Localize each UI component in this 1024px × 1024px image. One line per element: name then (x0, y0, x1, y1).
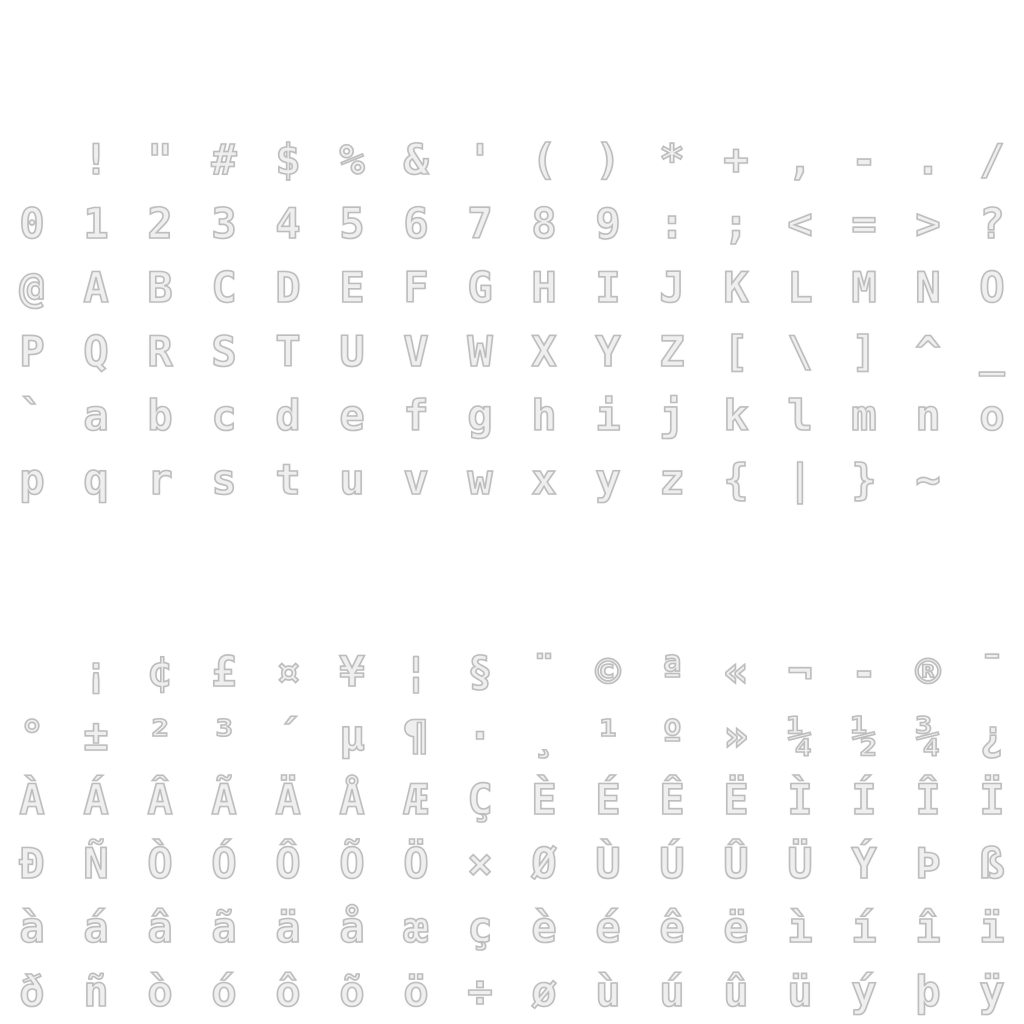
glyph: ® (915, 647, 941, 696)
glyph: à (19, 903, 45, 952)
glyph: O (979, 263, 1005, 312)
glyph: ¨ (531, 647, 557, 696)
glyph: ÿ (979, 967, 1005, 1016)
glyph: C (211, 263, 237, 312)
glyph: 1 (83, 199, 109, 248)
glyph: Å (339, 775, 365, 824)
glyph: ß (979, 839, 1005, 888)
glyph: 7 (467, 199, 493, 248)
glyph: ¿ (979, 711, 1005, 760)
glyph: º (659, 711, 685, 760)
glyph: é (595, 903, 621, 952)
glyph: Í (851, 775, 877, 824)
glyph: @ (19, 263, 45, 312)
glyph-row (0, 832, 1024, 896)
glyph: b (147, 391, 173, 440)
glyph: è (531, 903, 557, 952)
glyph: Õ (339, 839, 365, 888)
glyph: ÷ (467, 967, 493, 1016)
glyph: å (339, 903, 365, 952)
glyph: G (467, 263, 493, 312)
glyph: Ò (147, 839, 173, 888)
glyph: î (915, 903, 941, 952)
glyph: ¢ (147, 647, 173, 696)
glyph: * (659, 135, 685, 184)
glyph: ë (723, 903, 749, 952)
glyph: Ô (275, 839, 301, 888)
glyph: õ (339, 967, 365, 1016)
glyph: © (595, 647, 621, 696)
glyph: } (851, 455, 877, 504)
glyph: 2 (147, 199, 173, 248)
glyph: q (83, 455, 109, 504)
latin1-glyph-block (0, 640, 1024, 1024)
glyph: ` (19, 391, 45, 440)
glyph: J (659, 263, 685, 312)
glyph: P (19, 327, 45, 376)
glyph: Ñ (83, 839, 109, 888)
glyph: D (275, 263, 301, 312)
glyph: ¸ (531, 711, 557, 760)
glyph: Û (723, 839, 749, 888)
glyph: N (915, 263, 941, 312)
glyph: u (339, 455, 365, 504)
glyph: Ç (467, 775, 493, 824)
glyph: Ì (787, 775, 813, 824)
glyph: ? (979, 199, 1005, 248)
glyph: ü (787, 967, 813, 1016)
glyph: ç (467, 903, 493, 952)
glyph: ] (851, 327, 877, 376)
glyph: z (659, 455, 685, 504)
glyph: Y (595, 327, 621, 376)
glyph: B (147, 263, 173, 312)
glyph: A (83, 263, 109, 312)
glyph: # (211, 135, 237, 184)
glyph: Þ (915, 839, 941, 888)
glyph: ù (595, 967, 621, 1016)
glyph: ¡ (83, 647, 109, 696)
glyph: û (723, 967, 749, 1016)
glyph: i (595, 391, 621, 440)
glyph: ´ (275, 711, 301, 760)
glyph: : (659, 199, 685, 248)
glyph: w (467, 455, 493, 504)
glyph: = (851, 199, 877, 248)
glyph: Z (659, 327, 685, 376)
glyph: h (531, 391, 557, 440)
glyph-row (0, 768, 1024, 832)
glyph (960, 448, 1024, 512)
glyph-row (0, 704, 1024, 768)
glyph: $ (275, 135, 301, 184)
glyph: 3 (211, 199, 237, 248)
glyph-row (0, 320, 1024, 384)
glyph: ; (723, 199, 749, 248)
glyph: p (19, 455, 45, 504)
glyph: £ (211, 647, 237, 696)
glyph: j (659, 391, 685, 440)
glyph: L (787, 263, 813, 312)
glyph: ¼ (787, 711, 813, 760)
glyph (0, 640, 64, 704)
glyph: M (851, 263, 877, 312)
glyph-row (0, 640, 1024, 704)
glyph: ¤ (275, 647, 301, 696)
glyph: n (915, 391, 941, 440)
glyph: ï (979, 903, 1005, 952)
glyph: 6 (403, 199, 429, 248)
glyph: ) (595, 135, 621, 184)
glyph: W (467, 327, 493, 376)
glyph: ¥ (339, 647, 365, 696)
glyph: 9 (595, 199, 621, 248)
glyph: ( (531, 135, 557, 184)
glyph: Ý (851, 839, 877, 888)
glyph: . (915, 135, 941, 184)
glyph: ã (211, 903, 237, 952)
glyph: & (403, 135, 429, 184)
glyph: ð (19, 967, 45, 1016)
glyph: / (979, 135, 1005, 184)
glyph: á (83, 903, 109, 952)
glyph: _ (979, 327, 1005, 376)
glyph: ø (531, 967, 557, 1016)
glyph: ^ (915, 327, 941, 376)
glyph: È (531, 775, 557, 824)
glyph: " (147, 135, 173, 184)
glyph: - (851, 135, 877, 184)
glyph: « (723, 647, 749, 696)
glyph: Ó (211, 839, 237, 888)
glyph: Ä (275, 775, 301, 824)
glyph: t (275, 455, 301, 504)
glyph: × (467, 839, 493, 888)
glyph: 0 (19, 199, 45, 248)
glyph: µ (339, 711, 365, 760)
glyph: ² (147, 711, 173, 760)
glyph: v (403, 455, 429, 504)
glyph: [ (723, 327, 749, 376)
glyph: H (531, 263, 557, 312)
glyph: m (851, 391, 877, 440)
glyph: g (467, 391, 493, 440)
glyph: Ø (531, 839, 557, 888)
glyph: Æ (403, 775, 429, 824)
glyph-row (0, 128, 1024, 192)
glyph: ú (659, 967, 685, 1016)
glyph: > (915, 199, 941, 248)
glyph: ! (83, 135, 109, 184)
glyph: § (467, 647, 493, 696)
glyph: E (339, 263, 365, 312)
glyph: 5 (339, 199, 365, 248)
glyph: ± (83, 711, 109, 760)
glyph: r (147, 455, 173, 504)
glyph: Ã (211, 775, 237, 824)
glyph: k (723, 391, 749, 440)
glyph-row (0, 960, 1024, 1024)
glyph: ¬ (787, 647, 813, 696)
glyph: + (723, 135, 749, 184)
glyph: l (787, 391, 813, 440)
glyph: Ü (787, 839, 813, 888)
glyph: ¹ (595, 711, 621, 760)
glyph: x (531, 455, 557, 504)
glyph: ¯ (979, 647, 1005, 696)
glyph: < (787, 199, 813, 248)
glyph: K (723, 263, 749, 312)
glyph: Ë (723, 775, 749, 824)
glyph-row (0, 384, 1024, 448)
glyph: ä (275, 903, 301, 952)
glyph: æ (403, 903, 429, 952)
ascii-glyph-block (0, 128, 1024, 512)
glyph: É (595, 775, 621, 824)
glyph: Q (83, 327, 109, 376)
glyph: ° (19, 711, 45, 760)
glyph: » (723, 711, 749, 760)
glyph: ~ (915, 455, 941, 504)
glyph: e (339, 391, 365, 440)
glyph: F (403, 263, 429, 312)
glyph-row (0, 896, 1024, 960)
glyph: ¶ (403, 711, 429, 760)
glyph: ò (147, 967, 173, 1016)
glyph: ª (659, 647, 685, 696)
glyph: | (787, 455, 813, 504)
glyph: Ú (659, 839, 685, 888)
glyph: À (19, 775, 45, 824)
glyph: o (979, 391, 1005, 440)
glyph: ô (275, 967, 301, 1016)
glyph: ê (659, 903, 685, 952)
glyph: X (531, 327, 557, 376)
glyph-row (0, 448, 1024, 512)
glyph: ó (211, 967, 237, 1016)
glyph: Ö (403, 839, 429, 888)
glyph: y (595, 455, 621, 504)
glyph: Ð (19, 839, 45, 888)
glyph: Ï (979, 775, 1005, 824)
glyph-row (0, 256, 1024, 320)
glyph: U (339, 327, 365, 376)
glyph: ì (787, 903, 813, 952)
glyph: Î (915, 775, 941, 824)
glyph: c (211, 391, 237, 440)
glyph: V (403, 327, 429, 376)
glyph: â (147, 903, 173, 952)
glyph: ý (851, 967, 877, 1016)
glyph: ¾ (915, 711, 941, 760)
glyph: · (467, 711, 493, 760)
glyph: { (723, 455, 749, 504)
glyph: Â (147, 775, 173, 824)
glyph: Ù (595, 839, 621, 888)
glyph: ¦ (403, 647, 429, 696)
glyph: 8 (531, 199, 557, 248)
glyph: a (83, 391, 109, 440)
glyph: S (211, 327, 237, 376)
glyph: \ (787, 327, 813, 376)
glyph (0, 128, 64, 192)
glyph: ö (403, 967, 429, 1016)
glyph: Ê (659, 775, 685, 824)
glyph: T (275, 327, 301, 376)
glyph: ñ (83, 967, 109, 1016)
glyph: 4 (275, 199, 301, 248)
glyph: ' (467, 135, 493, 184)
glyph: , (787, 135, 813, 184)
glyph: þ (915, 967, 941, 1016)
glyph: s (211, 455, 237, 504)
glyph: ³ (211, 711, 237, 760)
glyph: Á (83, 775, 109, 824)
glyph: d (275, 391, 301, 440)
glyph: f (403, 391, 429, 440)
glyph: I (595, 263, 621, 312)
glyph: ½ (851, 711, 877, 760)
glyph: - (851, 647, 877, 696)
glyph-row (0, 192, 1024, 256)
glyph: í (851, 903, 877, 952)
glyph: % (339, 135, 365, 184)
glyph: R (147, 327, 173, 376)
